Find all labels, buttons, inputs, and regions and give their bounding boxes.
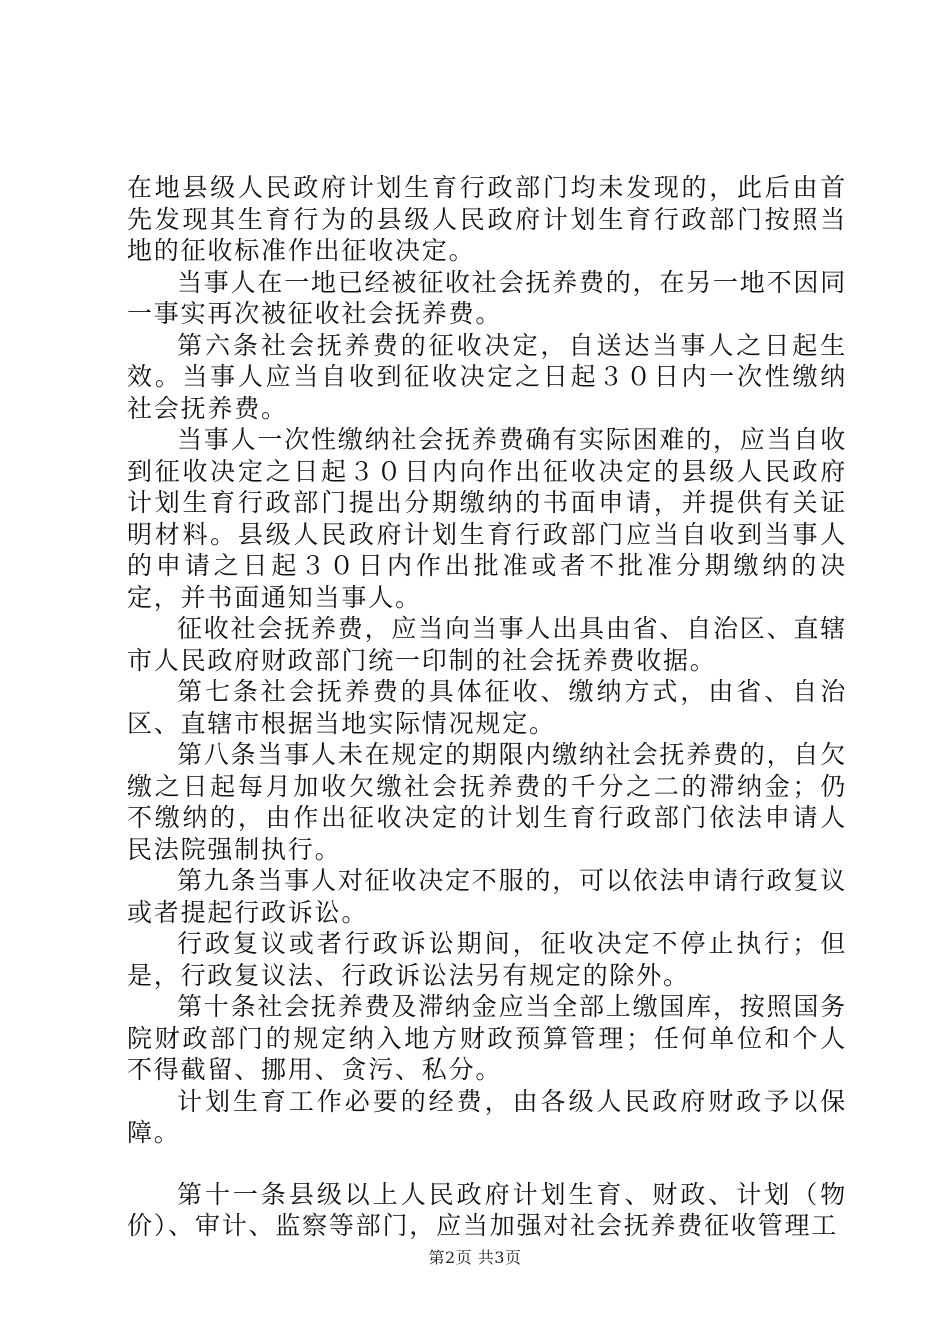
- paragraph: 第十条社会抚养费及滞纳金应当全部上缴国库，按照国务院财政部门的规定纳入地方财政预算管理；任何单位和个人不得截留、挪用、贪污、私分。: [127, 992, 848, 1084]
- paragraph: 第六条社会抚养费的征收决定，自送达当事人之日起生效。当事人应当自收到征收决定之日起３０日内一次性缴纳社会抚养费。: [127, 330, 847, 423]
- paragraph: 第七条社会抚养费的具体征收、缴纳方式，由省、自治区、直辖市根据当地实际情况规定。: [127, 677, 847, 738]
- paragraph: 当事人在一地已经被征收社会抚养费的，在另一地不因同一事实再次被征收社会抚养费。: [127, 267, 848, 328]
- paragraph: 征收社会抚养费，应当向当事人出具由省、自治区、直辖市人民政府财政部门统一印制的社会抚养费收据。: [127, 614, 848, 675]
- paragraph: 第八条当事人未在规定的期限内缴纳社会抚养费的，自欠缴之日起每月加收欠缴社会抚养费的千分之二的滞纳金；仍不缴纳的，由作出征收决定的计划生育行政部门依法申请人民法院强制执行。: [127, 740, 848, 864]
- paragraph: 当事人一次性缴纳社会抚养费确有实际困难的，应当自收到征收决定之日起３０日内向作出征收决定的县级人民政府计划生育行政部门提出分期缴纳的书面申请，并提供有关证明材料。县级人民政府计划生育行政部门应当自收到当事人的申请之日起３０日内作出批准或者不批准分期缴纳的决定，并书面通知当事人。: [127, 425, 848, 612]
- document-body: [127, 172, 847, 1242]
- paragraph: 在地县级人民政府计划生育行政部门均未发现的，此后由首先发现其生育行为的县级人民政府计划生育行政部门按照当地的征收标准作出征收决定。: [127, 173, 847, 265]
- page-footer: [0, 1245, 950, 1268]
- paragraph: 计划生育工作必要的经费，由各级人民政府财政予以保障。: [127, 1086, 847, 1147]
- page-number: 第2页 共3页: [428, 1248, 522, 1267]
- paragraph: 行政复议或者行政诉讼期间，征收决定不停止执行；但是，行政复议法、行政诉讼法另有规定的除外。: [127, 929, 847, 990]
- paragraph: 第十一条县级以上人民政府计划生育、财政、计划（物价）、审计、监察等部门，应当加强对社会抚养费征收管理工: [127, 1179, 847, 1240]
- paragraph: 第九条当事人对征收决定不服的，可以依法申请行政复议或者提起行政诉讼。: [127, 866, 848, 927]
